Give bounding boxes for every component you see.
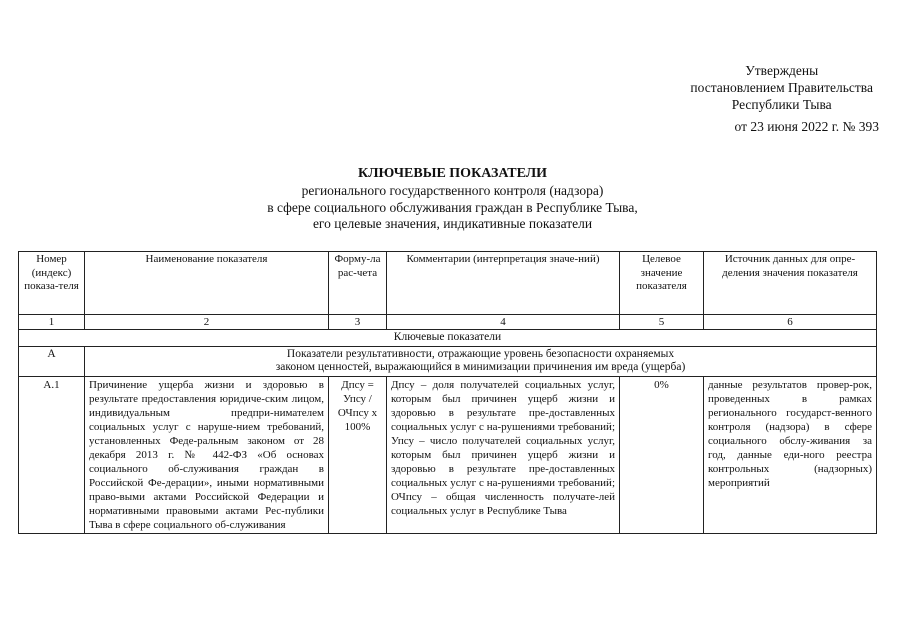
header-index: Номер (индекс) показа-теля <box>19 252 85 315</box>
header-formula: Форму-ла рас-чета <box>329 252 387 315</box>
column-number: 5 <box>620 315 704 330</box>
approval-line-2: постановлением Правительства <box>690 80 873 95</box>
heading-line-1: регионального государственного контроля (надзора) <box>301 183 604 198</box>
table-row <box>19 376 877 533</box>
column-number-row <box>19 315 877 330</box>
row-comment: Дпсу – доля получателей социальных услуг, которым был причинен ущерб жизни и здоровью в результате пре-доставленных социальных услуг с на-рушениями требований; Упсу – число получателей социальных услуг, которым был причинен ущерб жизни и здоровью в результате пре-доставленных социальных услуг с на-рушениями требований; ОЧпсу – общая численность получате-лей социальных услуг в Республике Тыва <box>387 376 620 533</box>
header-comment: Комментарии (интерпретация значе-ний) <box>387 252 620 315</box>
column-number: 3 <box>329 315 387 330</box>
table-header-row <box>19 252 877 315</box>
approval-block <box>690 62 879 135</box>
group-index: А <box>19 346 85 376</box>
group-title-line-1: Показатели результативности, отражающие уровень безопасности охраняемых <box>286 347 675 360</box>
heading-line-3: его целевые значения, индикативные показатели <box>312 216 593 231</box>
group-row <box>19 346 877 376</box>
row-formula: Дпсу = Упсу / ОЧпсу x 100% <box>329 376 387 533</box>
header-source: Источник данных для опре-деления значения показателя <box>704 252 877 315</box>
approval-line-3: Республики Тыва <box>731 97 832 112</box>
section-title: Ключевые показатели <box>19 330 877 347</box>
heading-line-2: в сфере социального обслуживания граждан в Республике Тыва, <box>267 199 638 215</box>
row-data-source: данные результатов провер-рок, проведенных в рамках регионального государст-венного контроля (надзора) в сфере социального обслу-живания за год, данные еди-ного реестра контрольных (надзорных) мероприятий <box>704 376 877 533</box>
document-heading <box>0 165 905 233</box>
group-title <box>85 346 877 376</box>
header-name: Наименование показателя <box>85 252 329 315</box>
group-title-line-2: законом ценностей, выражающийся в минимизации причинения им вреда (ущерба) <box>275 361 686 373</box>
column-number: 1 <box>19 315 85 330</box>
indicators-table <box>18 251 877 534</box>
row-target-value: 0% <box>620 376 704 533</box>
column-number: 4 <box>387 315 620 330</box>
document-title: КЛЮЧЕВЫЕ ПОКАЗАТЕЛИ <box>357 166 548 181</box>
header-target: Целевое значение показателя <box>620 252 704 315</box>
column-number: 6 <box>704 315 877 330</box>
section-row <box>19 330 877 347</box>
approval-date: от 23 июня 2022 г. № 393 <box>734 119 879 134</box>
row-index: А.1 <box>19 376 85 533</box>
row-indicator-name: Причинение ущерба жизни и здоровью в результате предоставления юридиче-ским лицом, индивидуальным предпри-нимателем социальных услуг с наруше-нием требований, установленных Феде-ральным законом от 28 декабря 2013 г. № 442-ФЗ «Об основах социального об-служивания граждан в Российской Фе-дерации», иными нормативными право-выми актами Российской Федерации и нормативными правовыми актами Рес-публики Тыва в сфере социального об-служивания <box>85 376 329 533</box>
approval-line-1: Утверждены <box>745 63 819 78</box>
column-number: 2 <box>85 315 329 330</box>
